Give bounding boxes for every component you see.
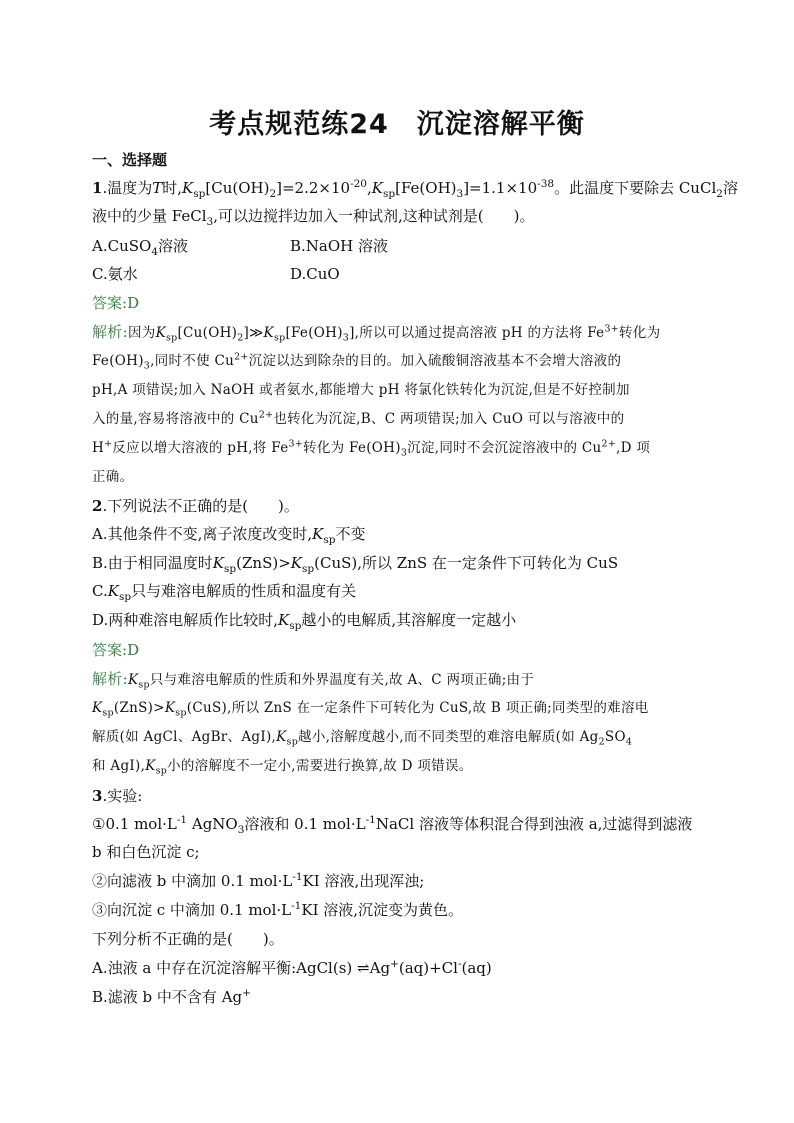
question-3-step-1: ①0.1 $mol\cdot L^{-1}$ AgNO$_3$溶液和 0.1 $mol\cdot L^{-1}NaCl$ 溶液等体积混合得到浊液 a,过滤得到滤液	[92, 814, 693, 836]
question-1-stem: 1.温度为T时$,K_{sp}[Cu(OH)_2]=2.2\times 10^{-20},K_{sp}[Fe(OH)_3]=1.1\times 10^{-38}$。此温度下要除去 CuCl$_2$溶	[92, 178, 738, 200]
question-3-step-2: ②向滤液 b 中滴加 0.1 $mol\cdot L^{-1}KI$ 溶液,出现浑浊;	[92, 871, 425, 890]
option-c: C.氨水	[92, 265, 138, 283]
question-1-explanation-6: 正确。	[92, 469, 134, 485]
question-2-answer: 答案:D	[92, 641, 140, 659]
question-2-explanation-3: 解质(如 AgCl、AgBr、$AgI),K_{sp}$越小,溶解度越小,而不同类型的难溶电解质(如 $Ag_2SO_4$	[92, 729, 633, 748]
question-2-option-b: B.由于相同温度时$K_{sp}(ZnS)>K_{sp}(CuS)$,所以 ZnS 在一定条件下可转化为 CuS	[92, 554, 619, 575]
question-1-explanation-1: 解析:因为$K_{sp}[Cu(OH)_2]≫K_{sp}[Fe(OH)_3]$,所以可以通过提高溶液 pH 的方法将 $Fe^{3+}$转化为	[92, 323, 661, 344]
question-3-step-3: ③向沉淀 c 中滴加 0.1 $mol\cdot L^{-1}KI$ 溶液,沉淀变为黄色。	[92, 900, 464, 919]
question-3-step-1-cont: b 和白色沉淀 c;	[92, 843, 200, 861]
question-3-option-a: A.浊液 a 中存在沉淀溶解平衡:AgCl(s) ⇌Ag+(aq)+Cl-(aq)	[92, 958, 492, 977]
question-2-explanation-4: 和 $AgI),K_{sp}$小的溶解度不一定小,需要进行换算,故 D 项错误。	[92, 758, 473, 777]
question-2-option-c: $C.K_{sp}$只与难溶电解质的性质和温度有关	[92, 582, 357, 603]
option-a: A.CuSO$_4$溶液	[92, 237, 189, 258]
question-3-stem: 3.实验:	[92, 787, 143, 805]
page-title: 考点规范练24 沉淀溶解平衡	[209, 109, 585, 140]
question-1-explanation-3: pH,A 项错误;加入 NaOH 或者氨水,都能增大 pH 将氯化铁转化为沉淀,但是不好控制加	[92, 382, 630, 398]
question-2-option-a: A.其他条件不变,离子浓度改变时$,K_{sp}$不变	[92, 525, 366, 546]
equilibrium-arrow-icon: ⇌	[357, 959, 370, 977]
question-3-option-b: B.滤液 b 中不含有 Ag+	[92, 987, 251, 1006]
question-1-explanation-2: $Fe(OH)_3$,同时不使 $Cu^{2+}$沉淀以达到除杂的目的。加入硫酸铜溶液基本不会增大溶液的	[92, 351, 622, 372]
option-b: B.NaOH 溶液	[290, 237, 389, 255]
section-heading: 一、选择题	[92, 151, 168, 169]
option-d: D.CuO	[290, 265, 340, 283]
question-1-options-ab	[92, 236, 389, 258]
question-2-option-d: D.两种难溶电解质作比较时$,K_{sp}$越小的电解质,其溶解度一定越小	[92, 611, 517, 632]
question-2-explanation-2: $K_{sp}(ZnS)>K_{sp}(CuS)$,所以 ZnS 在一定条件下可转化为 CuS,故 B 项正确;同类型的难溶电	[92, 700, 649, 719]
question-2-stem: 2.下列说法不正确的是( )。	[92, 497, 299, 515]
question-1-stem-line2: 液中的少量 FeCl$_3$,可以边搅拌边加入一种试剂,这种试剂是( )。	[92, 207, 535, 228]
question-1-answer: 答案:D	[92, 294, 140, 312]
question-1-explanation-4: 入的量,容易将溶液中的 $Cu^{2+}$也转化为沉淀,B、C 两项错误;加入 CuO 可以与溶液中的	[92, 409, 625, 427]
question-1-options-cd	[92, 264, 340, 284]
question-1-explanation-5: H+反应以增大溶液的 pH,将 $Fe^{3+}$转化为 $Fe(OH)_3$沉淀,同时不会沉淀溶液中的 $Cu^{2+},D$ 项	[92, 438, 651, 459]
question-3-ask: 下列分析不正确的是( )。	[92, 930, 284, 948]
question-2-explanation-1: 解析$:K_{sp}$只与难溶电解质的性质和外界温度有关,故 A、C 两项正确;由于	[92, 670, 535, 691]
